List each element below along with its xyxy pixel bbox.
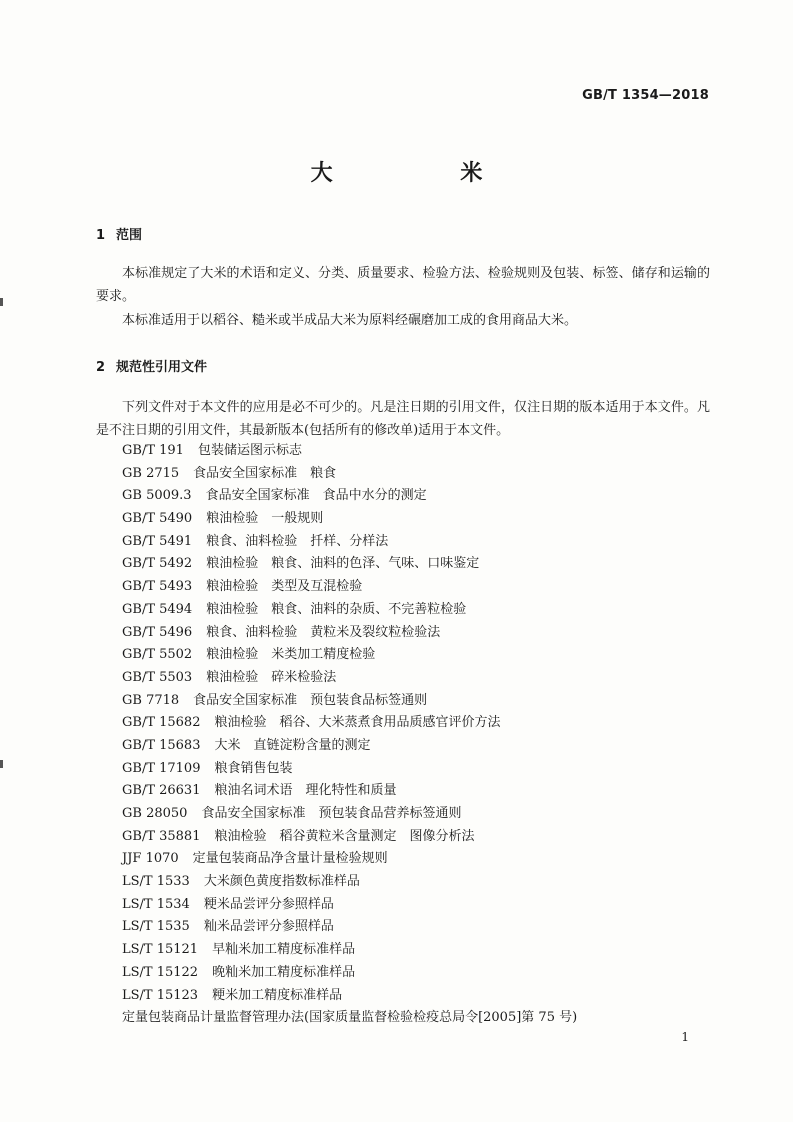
- reference-item: [122, 531, 577, 554]
- reference-code: LS/T 1535: [122, 919, 190, 935]
- reference-item: [122, 939, 577, 962]
- reference-item: [122, 780, 577, 803]
- reference-item: [122, 894, 577, 917]
- reference-code: GB/T 15683: [122, 737, 201, 753]
- reference-title: 定量包装商品计量监督管理办法(国家质量监督检验检疫总局令[2005]第 75 号): [122, 1010, 578, 1026]
- section-number: 2: [96, 360, 106, 375]
- reference-title: 早籼米加工精度标准样品: [212, 942, 356, 958]
- reference-title: 粮油名词术语 理化特性和质量: [214, 783, 397, 799]
- reference-code: GB 28050: [122, 806, 188, 821]
- reference-title: 定量包装商品净含量计量检验规则: [192, 851, 388, 867]
- reference-title: 粮油检验 稻谷黄粒米含量测定 图像分析法: [214, 828, 475, 844]
- references-intro-paragraph: 下列文件对于本文件的应用是必不可少的。凡是注日期的引用文件，仅注日期的版本适用于本文件。凡是不注日期的引用文件，其最新版本(包括所有的修改单)适用于本文件。: [96, 400, 710, 438]
- reference-item: [122, 803, 577, 826]
- reference-list: [122, 440, 577, 1030]
- reference-code: GB/T 35881: [122, 828, 201, 844]
- reference-code: GB/T 191: [122, 443, 184, 458]
- section-title: 规范性引用文件: [116, 360, 208, 375]
- reference-code: GB/T 5494: [122, 601, 193, 617]
- reference-code: JJF 1070: [122, 851, 179, 867]
- reference-item: [122, 622, 577, 645]
- reference-code: GB/T 26631: [122, 783, 201, 799]
- reference-code: LS/T 1534: [122, 896, 190, 912]
- reference-title: 粮食销售包装: [214, 760, 293, 776]
- scope-paragraph: 本标准规定了大米的术语和定义、分类、质量要求、检验方法、检验规则及包装、标签、储存和运输的要求。: [96, 266, 710, 304]
- reference-item: [122, 576, 577, 599]
- scan-margin-mark: [0, 760, 3, 768]
- reference-code: LS/T 1533: [122, 874, 190, 890]
- reference-code: LS/T 15122: [122, 964, 199, 980]
- standard-code: GB/T 1354—2018: [582, 88, 709, 103]
- reference-title: 晚籼米加工精度标准样品: [212, 964, 356, 980]
- reference-title: 食品安全国家标准 粮食: [193, 465, 337, 481]
- reference-item: [122, 735, 577, 758]
- reference-code: GB/T 5502: [122, 647, 193, 663]
- reference-item: [122, 1007, 577, 1030]
- document-title: 大 米: [310, 161, 543, 186]
- reference-item: [122, 916, 577, 939]
- reference-title: 粳米品尝评分参照样品: [203, 896, 334, 912]
- reference-item: [122, 508, 577, 531]
- reference-item: [122, 690, 577, 713]
- scope-paragraph: 本标准适用于以稻谷、糙米或半成品大米为原料经碾磨加工成的食用商品大米。: [122, 313, 578, 328]
- reference-title: 粮油检验 一般规则: [206, 511, 324, 527]
- reference-title: 包装储运图示标志: [197, 443, 302, 458]
- reference-title: 食品安全国家标准 食品中水分的测定: [205, 488, 427, 504]
- reference-title: 粮食、油料检验 黄粒米及裂纹粒检验法: [206, 624, 441, 640]
- section-heading-normative-references: [96, 356, 207, 375]
- reference-item: [122, 599, 577, 622]
- reference-title: 籼米品尝评分参照样品: [203, 919, 334, 935]
- reference-code: GB/T 5503: [122, 669, 193, 685]
- reference-title: 食品安全国家标准 预包装食品营养标签通则: [201, 806, 462, 821]
- reference-code: GB/T 5496: [122, 624, 193, 640]
- reference-item: [122, 485, 577, 508]
- reference-item: [122, 644, 577, 667]
- reference-code: LS/T 15123: [122, 987, 199, 1003]
- reference-item: [122, 758, 577, 781]
- reference-code: GB 7718: [122, 692, 180, 708]
- reference-title: 粮食、油料检验 扦样、分样法: [206, 533, 389, 549]
- reference-title: 粮油检验 稻谷、大米蒸煮食用品质感官评价方法: [214, 715, 501, 731]
- reference-code: GB/T 5492: [122, 556, 193, 572]
- reference-code: GB 5009.3: [122, 488, 192, 504]
- reference-code: GB/T 5491: [122, 533, 193, 549]
- reference-item: [122, 962, 577, 985]
- section-title: 范围: [116, 228, 143, 243]
- reference-item: [122, 667, 577, 690]
- reference-code: GB/T 17109: [122, 760, 201, 776]
- reference-code: GB 2715: [122, 465, 180, 481]
- reference-title: 粮油检验 粮食、油料的杂质、不完善粒检验: [206, 601, 467, 617]
- section-heading-scope: [96, 224, 142, 243]
- reference-title: 粮油检验 类型及互混检验: [206, 579, 363, 595]
- reference-item: [122, 463, 577, 486]
- reference-item: [122, 826, 577, 849]
- reference-item: [122, 440, 577, 463]
- reference-item: [122, 553, 577, 576]
- reference-code: LS/T 15121: [122, 942, 199, 958]
- reference-item: [122, 871, 577, 894]
- scan-margin-mark: [0, 298, 3, 306]
- page-number: 1: [681, 1030, 689, 1044]
- reference-code: GB/T 15682: [122, 715, 201, 731]
- reference-item: [122, 712, 577, 735]
- reference-title: 粮油检验 粮食、油料的色泽、气味、口味鉴定: [206, 556, 480, 572]
- reference-title: 食品安全国家标准 预包装食品标签通则: [193, 692, 428, 708]
- reference-item: [122, 848, 577, 871]
- reference-title: 粮油检验 碎米检验法: [206, 669, 337, 685]
- reference-title: 粳米加工精度标准样品: [212, 987, 343, 1003]
- reference-code: GB/T 5493: [122, 579, 193, 595]
- reference-title: 大米 直链淀粉含量的测定: [214, 737, 371, 753]
- reference-item: [122, 985, 577, 1008]
- section-number: 1: [96, 228, 106, 243]
- reference-code: GB/T 5490: [122, 511, 193, 527]
- reference-title: 大米颜色黄度指数标准样品: [203, 874, 360, 890]
- reference-title: 粮油检验 米类加工精度检验: [206, 647, 376, 663]
